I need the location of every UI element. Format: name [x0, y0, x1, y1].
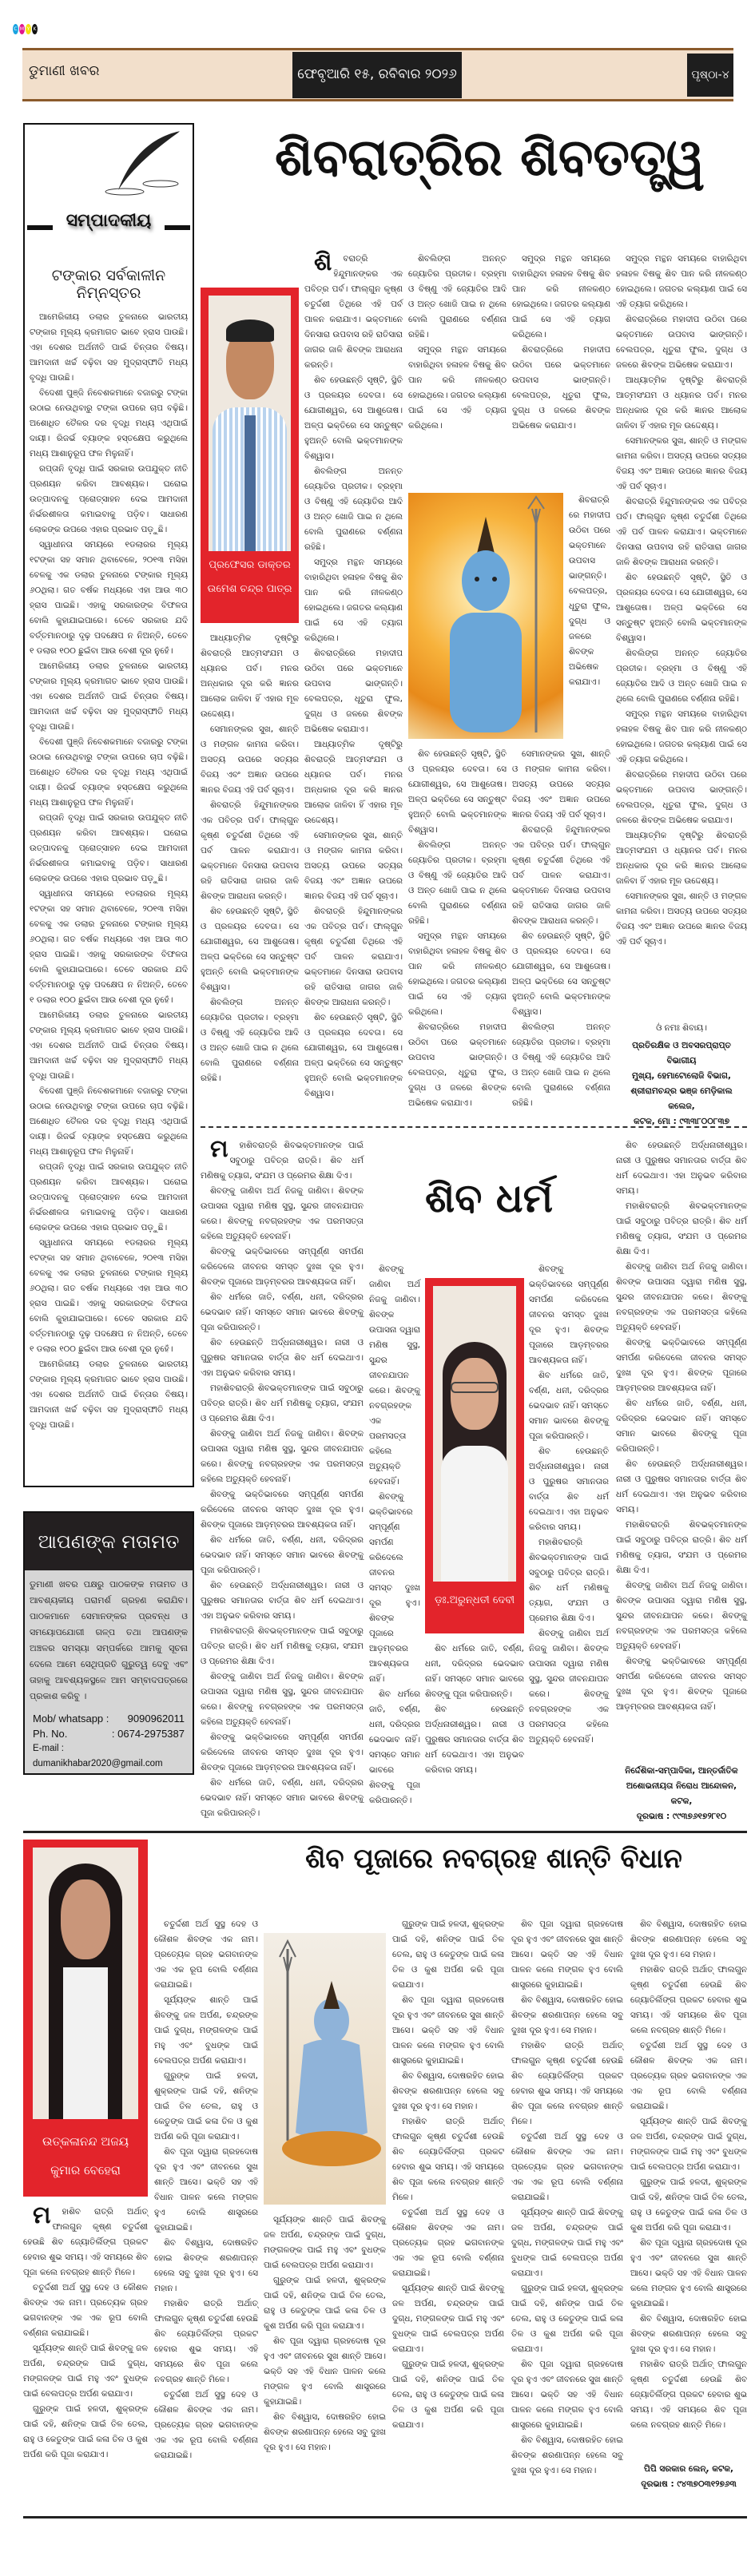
- paragraph: ସମୁଦ୍ର ମନ୍ଥନ ସମୟରେ ବାହାରିଥିବା ହଳାହଳ ବିଷକୁ ଶିବ ପାନ କରି ନୀଳକଣ୍ଠ ହୋଇଥିଲେ। ଜଗତର କଲ୍ୟାଣ ପାଇଁ ସେ ଏହି ତ୍ୟାଗ କରିଥିଲେ।: [304, 558, 403, 643]
- article1-signoff: [616, 1038, 747, 1129]
- paragraph: ଶିବଙ୍କୁ ଭକ୍ତିଭାବରେ ସମ୍ପୂର୍ଣ୍ଣ ସମର୍ପଣ କରିଦେଲେ ଜୀବନର ସମସ୍ତ ଦୁଃଖ ଦୂର ହୁଏ। ଶିବଙ୍କ ପୂଜାରେ ଆଡ଼ମ୍ବରର ଆବଶ୍ୟକତା ନାହିଁ।: [201, 1247, 364, 1287]
- paragraph: ଶିବରାତ୍ରି ହିନ୍ଦୁମାନଙ୍କର ଏକ ପବିତ୍ର ପର୍ବ। ଫାଲ୍ଗୁନ କୃଷ୍ଣ ଚତୁର୍ଦ୍ଦଶୀ ତିଥିରେ ଏହି ପର୍ବ ପାଳନ କରାଯାଏ। ଭକ୍ତମାନେ ଦିନସାରା ଉପବାସ ରହି ରାତିସାରା ଜାଗର ଜାଳି ଶିବଙ୍କ ଆରାଧନା କରନ୍ତି।: [304, 907, 403, 1007]
- paragraph: ଚତୁର୍ଦ୍ଦଶୀ ଅର୍ଥ ସୁସ୍ଥ ଦେହ ଓ କୌଶଳ ଶିବଙ୍କ ଏକ ନାମ। ପ୍ରତ୍ୟେକ ଗ୍ରହ ଭଗବାନଙ୍କ ଏକ ଏକ ରୂପ ବୋଲି ବର୍ଣ୍ଣନା କରାଯାଇଛି।: [23, 2283, 148, 2338]
- paragraph: ଆମେରିକୀୟ ଡଲାର ତୁଳନାରେ ଭାରତୀୟ ଟଙ୍କାର ମୂଲ୍ୟ କ୍ରମାଗତ ଭାବେ ହ୍ରାସ ପାଉଛି। ଏହା ଦେଶର ଅର୍ଥନୀତି ପାଇଁ ଚିନ୍ତାର ବିଷୟ। ଆମଦାନୀ ଖର୍ଚ୍ଚ ବଢ଼ିବା ସହ ମୁଦ୍ରାସ୍ଫୀତି ମଧ୍ୟ ବୃଦ୍ଧି ପାଉଛି।: [30, 1359, 188, 1430]
- article2-column-4: [529, 1262, 609, 1821]
- reader-opinion-text: ଡୁମାଣୀ ଖବର ପକ୍ଷରୁ ପାଠକଙ୍କ ମତାମତ ଓ ଆବଶ୍ୟକୀୟ ପରାମର୍ଶ ଗ୍ରହଣ କରାଯିବ। ପାଠକମାନେ ସେମାନଙ୍କର ପ୍ରବନ୍ଧ ଓ ସମୟୋପଯୋଗୀ ଗଳ୍ପ ତଥା ଆପଣଙ୍କ ଅଞ୍ଚଳର ସମସ୍ୟା ସମ୍ପର୍କରେ ଆମକୁ ସୂଚନା ଦେଲେ ଆମେ ସେଥିପ୍ରତି ଗୁରୁତ୍ୱ ଦେବୁ ଏବଂ ତାହାକୁ ଆବଶ୍ୟକସ୍ଥଳେ ଆମ ସମ୍ବାଦପତ୍ରରେ ପ୍ରକାଶ କରିବୁ ।: [30, 1579, 188, 1701]
- paragraph: ମହାଶିବରାତ୍ରି ଶିବଭକ୍ତମାନଙ୍କ ପାଇଁ ସବୁଠାରୁ ପବିତ୍ର ରାତ୍ରି। ଶିବ ଧର୍ମ ମଣିଷକୁ ତ୍ୟାଗ, ସଂଯମ ଓ ପ୍ରେମର ଶିକ୍ଷା ଦିଏ।: [201, 1135, 364, 1181]
- paragraph: ଶିବଙ୍କୁ ଭକ୍ତିଭାବରେ ସମ୍ପୂର୍ଣ୍ଣ ସମର୍ପଣ କରିଦେଲେ ଜୀବନର ସମସ୍ତ ଦୁଃଖ ଦୂର ହୁଏ। ଶିବଙ୍କ ପୂଜାରେ ଆଡ଼ମ୍ବରର ଆବଶ୍ୟକତା ନାହିଁ।: [369, 1492, 420, 1684]
- paragraph: ଶିବ ହେଉଛନ୍ତି ଅର୍ଦ୍ଧନାରୀଶ୍ୱର। ନାରୀ ଓ ପୁରୁଷର ସମାନତାର ବାର୍ତ୍ତା ଶିବ ଧର୍ମ ଦେଇଥାଏ। ଏହା ଅନୁଭବ କରିବାର ସମୟ।: [201, 1338, 364, 1378]
- paragraph: ସେମାନଙ୍କର ସୁଖ, ଶାନ୍ତି ଓ ମଙ୍ଗଳ କାମନା କରିବା। ଅସତ୍ୟ ଉପରେ ସତ୍ୟର ବିଜୟ ଏବଂ ଅଜ୍ଞାନ ଉପରେ ଜ୍ଞାନର ବିଜୟ ଏହି ପର୍ବ ସୂଚାଏ।: [616, 891, 747, 947]
- paragraph: ଶିବ ହେଉଛନ୍ତି ସୃଷ୍ଟି, ସ୍ଥିତି ଓ ପ୍ରଳୟର ଦେବତା। ସେ ଯୋଗୀଶ୍ୱର, ସେ ଆଶୁତୋଷ। ଅଳ୍ପ ଭକ୍ତିରେ ସେ ସନ୍ତୁଷ୍ଟ ହୁଅନ୍ତି ବୋଲି ଭକ୍ତମାନଙ୍କ ବିଶ୍ୱାସ।: [304, 375, 403, 461]
- paragraph: ଚତୁର୍ଦ୍ଦଶୀ ଅର୍ଥ ସୁସ୍ଥ ଦେହ ଓ କୌଶଳ ଶିବଙ୍କ ଏକ ନାମ। ପ୍ରତ୍ୟେକ ଗ୍ରହ ଭଗବାନଙ୍କ ଏକ ଏକ ରୂପ ବୋଲି ବର୍ଣ୍ଣନା କରାଯାଇଛି।: [511, 2132, 623, 2202]
- paragraph: ଶିବ ବିଶ୍ୱାସ, ଦୋଷରହିତ ହୋଇ ଶିବଙ୍କ ଶରଣାପନ୍ନ ହେଲେ ସବୁ ଦୁଃଖ ଦୂର ହୁଏ। ସେ ମହାନ।: [264, 2412, 386, 2452]
- paragraph: ଶିବରାତ୍ରି ହିନ୍ଦୁମାନଙ୍କର ଏକ ପବିତ୍ର ପର୍ବ। ଫାଲ୍ଗୁନ କୃଷ୍ଣ ଚତୁର୍ଦ୍ଦଶୀ ତିଥିରେ ଏହି ପର୍ବ ପାଳନ କରାଯାଏ। ଭକ୍ତମାନେ ଦିନସାରା ଉପବାସ ରହି ରାତିସାରା ଜାଗର ଜାଳି ଶିବଙ୍କ ଆରାଧନା କରନ୍ତି।: [616, 497, 747, 567]
- paragraph: ଶିବଙ୍କୁ ଜାଣିବା ଅର୍ଥ ନିଜକୁ ଜାଣିବା। ଶିବଙ୍କ ଉପାସନା ଦ୍ୱାରା ମଣିଷ ସୁସ୍ଥ, ସୁନ୍ଦର ଜୀବନଯାପନ କରେ। ଶିବଙ୍କୁ ନବଗ୍ରହଙ୍କ ଏକ ପରମସତ୍ତା କହିଲେ ଅତ୍ୟୁକ୍ତି ହେବନାହିଁ।: [616, 1262, 747, 1332]
- paragraph: ଗୁରୁଙ୍କ ପାଇଁ ହଳଦୀ, ଶୁକ୍ରଙ୍କ ପାଇଁ ଦହି, ଶନିଙ୍କ ପାଇଁ ତିଳ ତେଲ, ରାହୁ ଓ କେତୁଙ୍କ ପାଇଁ କଳା ତିଳ ଓ କୁଶ ଅର୍ପଣ କରି ପୂଜା କରାଯାଏ।: [630, 2177, 747, 2233]
- paragraph: ଶିବଲିଙ୍ଗ ଅନନ୍ତ ଜ୍ୟୋତିର ପ୍ରତୀକ। ବ୍ରହ୍ମା ଓ ବିଷ୍ଣୁ ଏହି ଜ୍ୟୋତିର ଆଦି ଓ ଅନ୍ତ ଖୋଜି ପାଇ ନ ଥିଲେ ବୋଲି ପୁରାଣରେ ବର୍ଣ୍ଣନା ରହିଛି।: [616, 649, 747, 704]
- section-divider-dashed: [201, 1126, 747, 1128]
- article2-column-1: [201, 1135, 364, 1821]
- article1-title: ଶିବରାତ୍ରିର ଶିବତତ୍ତ୍ୱ: [275, 129, 705, 188]
- meditating-shiva-icon: [264, 1933, 386, 2205]
- paragraph: ଶିବ ହେଉଛନ୍ତି ସୃଷ୍ଟି, ସ୍ଥିତି ଓ ପ୍ରଳୟର ଦେବତା। ସେ ଯୋଗୀଶ୍ୱର, ସେ ଆଶୁତୋଷ। ଅଳ୍ପ ଭକ୍ତିରେ ସେ ସନ୍ତୁଷ୍ଟ ହୁଅନ୍ତି ବୋଲି ଭକ୍ତମାନଙ୍କ ବିଶ୍ୱାସ।: [304, 1013, 403, 1098]
- mob-number[interactable]: 9090962011: [127, 1713, 185, 1725]
- paragraph: ସେମାନଙ୍କର ସୁଖ, ଶାନ୍ତି ଓ ମଙ୍ଗଳ କାମନା କରିବା। ଅସତ୍ୟ ଉପରେ ସତ୍ୟର ବିଜୟ ଏବଂ ଅଜ୍ଞାନ ଉପରେ ଜ୍ଞାନର ବିଜୟ ଏହି ପର୍ବ ସୂଚାଏ।: [616, 436, 747, 491]
- page-number: ପୃଷ୍ଠା-୪: [687, 54, 733, 97]
- signoff-line: ମୁଖ୍ୟ, ହେମାଟୋଲୋଜି ବିଭାଗ,: [632, 1071, 731, 1081]
- paragraph: ମହାଶିବରାତ୍ରି ଶିବଭକ୍ତମାନଙ୍କ ପାଇଁ ସବୁଠାରୁ ପବିତ୍ର ରାତ୍ରି। ଶିବ ଧର୍ମ ମଣିଷକୁ ତ୍ୟାଗ, ସଂଯମ ଓ ପ୍ରେମର ଶିକ୍ଷା ଦିଏ।: [616, 1520, 747, 1575]
- paragraph: ମହାଶିବ ରାତ୍ରି ଅର୍ଥାତ୍ ଫାଲଗୁନ କୃଷ୍ଣ ଚତୁର୍ଦ୍ଦଶୀ ହେଉଛି ଶିବ ଜ୍ୟୋତିର୍ଲିଙ୍ଗ ପ୍ରକଟ ହେବାର ଶୁଭ ସମୟ। ଏହି ସମୟରେ ଶିବ ପୂଜା କଲେ ନବଗ୍ରହ ଶାନ୍ତି ମିଳେ।: [23, 2201, 148, 2277]
- article3-column-5: [511, 1917, 623, 2508]
- paragraph: ସମୁଦ୍ର ମନ୍ଥନ ସମୟରେ ବାହାରିଥିବା ହଳାହଳ ବିଷକୁ ଶିବ ପାନ କରି ନୀଳକଣ୍ଠ ହୋଇଥିଲେ। ଜଗତର କଲ୍ୟାଣ ପାଇଁ ସେ ଏହି ତ୍ୟାଗ କରିଥିଲେ।: [616, 709, 747, 764]
- article2-column-2: [369, 1262, 420, 1821]
- paragraph: ଶିବ ହେଉଛନ୍ତି ସୃଷ୍ଟି, ସ୍ଥିତି ଓ ପ୍ରଳୟର ଦେବତା। ସେ ଯୋଗୀଶ୍ୱର, ସେ ଆଶୁତୋଷ। ଅଳ୍ପ ଭକ୍ତିରେ ସେ ସନ୍ତୁଷ୍ଟ ହୁଅନ୍ତି ବୋଲି ଭକ୍ତମାନଙ୍କ ବିଶ୍ୱାସ।: [512, 931, 610, 1017]
- paragraph: ସେମାନଙ୍କର ସୁଖ, ଶାନ୍ତି ଓ ମଙ୍ଗଳ କାମନା କରିବା। ଅସତ୍ୟ ଉପରେ ସତ୍ୟର ବିଜୟ ଏବଂ ଅଜ୍ଞାନ ଉପରେ ଜ୍ଞାନର ବିଜୟ ଏହି ପର୍ବ ସୂଚାଏ।: [201, 724, 299, 795]
- paragraph: ଶିବରାତ୍ରିରେ ମହାଦୀପ ଉଠିବା ପରେ ଭକ୍ତମାନେ ଉପବାସ ଭାଙ୍ଗନ୍ତି। ବେଲପତ୍ର, ଧୂତୁରା ଫୁଲ, ଦୁଗ୍ଧ ଓ ଜଳରେ ଶିବଙ୍କ ଅଭିଷେକ କରାଯାଏ।: [569, 495, 610, 687]
- paragraph: ସୂର୍ଯ୍ୟଙ୍କ ଶାନ୍ତି ପାଇଁ ଶିବଙ୍କୁ ଜଳ ଅର୍ପଣ, ଚନ୍ଦ୍ରଙ୍କ ପାଇଁ ଦୁଗ୍ଧ, ମଙ୍ଗଳଙ୍କ ପାଇଁ ମହୁ ଏବଂ ବୁଧଙ୍କ ପାଇଁ ବେଲପତ୍ର ଅର୍ପଣ କରାଯାଏ।: [511, 2208, 623, 2278]
- paragraph: ଶିବ ହେଉଛନ୍ତି ଅର୍ଦ୍ଧନାରୀଶ୍ୱର। ନାରୀ ଓ ପୁରୁଷର ସମାନତାର ବାର୍ତ୍ତା ଶିବ ଧର୍ମ ଦେଇଥାଏ। ଏହା ଅନୁଭବ କରିବାର ସମୟ।: [616, 1141, 747, 1196]
- paragraph: ମହାଶିବ ରାତ୍ରି ଅର୍ଥାତ୍ ଫାଲଗୁନ କୃଷ୍ଣ ଚତୁର୍ଦ୍ଦଶୀ ହେଉଛି ଶିବ ଜ୍ୟୋତିର୍ଲିଙ୍ଗ ପ୍ରକଟ ହେବାର ଶୁଭ ସମୟ। ଏହି ସମୟରେ ଶିବ ପୂଜା କଲେ ନବଗ୍ରହ ଶାନ୍ତି ମିଳେ।: [392, 2117, 504, 2202]
- article3-author-photo: [23, 1840, 148, 2197]
- paragraph: ଶିବ ପୂଜା ଦ୍ୱାରା ଗ୍ରହଦୋଷ ଦୂର ହୁଏ ଏବଂ ଜୀବନରେ ସୁଖ ଶାନ୍ତି ଆସେ। ଭକ୍ତି ସହ ଏହି ବିଧାନ ପାଳନ କଲେ ମଙ୍ଗଳ ହୁଏ ବୋଲି ଶାସ୍ତ୍ରରେ କୁହାଯାଇଛି।: [392, 1995, 504, 2066]
- paragraph: ସ୍ୱାଧୀନତା ସମୟରେ ୧ଡଲାରର ମୂଲ୍ୟ ୧ଟଙ୍କା ସହ ସମାନ ଥିବାବେଳେ, ୨୦୧୩ ମସିହା ବେଳକୁ ଏକ ଡଲାର ତୁଳନାରେ ଟଙ୍କାର ମୂଲ୍ୟ ୬୦ଥିଲା। ଗତ ବର୍ଷକ ମଧ୍ୟରେ ଏହା ଆଉ ୩୦ ହ୍ରାସ ପାଇଛି। ଏହାକୁ ସରକାରଙ୍କ ବିଫଳତା ବୋଲି କୁହାଯାଇପାରେ। ତେବେ ସରକାର ଯଦି ବର୍ତ୍ତମାନଠାରୁ ଦୃଢ଼ ପଦକ୍ଷେପ ନ ନିଅନ୍ତି, ତେବେ ୧ ଡଲାର ୧୦୦ ଛୁଇଁବା ଆଉ ବେଶୀ ଦୂର ନୁହେଁ।: [30, 889, 188, 1005]
- paragraph: ଶିବଙ୍କୁ ଭକ୍ତିଭାବରେ ସମ୍ପୂର୍ଣ୍ଣ ସମର୍ପଣ କରିଦେଲେ ଜୀବନର ସମସ୍ତ ଦୁଃଖ ଦୂର ହୁଏ। ଶିବଙ୍କ ପୂଜାରେ ଆଡ଼ମ୍ବରର ଆବଶ୍ୟକତା ନାହିଁ।: [616, 1657, 747, 1712]
- signoff-line: ନିର୍ଦ୍ଦେଶିକା-ସମ୍ପାଦିକା, ଆନ୍ତର୍ଜାତିକ: [625, 1766, 738, 1776]
- article3-byline-2: କୁମାର ବେହେରା: [50, 2163, 121, 2177]
- paragraph: ଆମେରିକୀୟ ଡଲାର ତୁଳନାରେ ଭାରତୀୟ ଟଙ୍କାର ମୂଲ୍ୟ କ୍ରମାଗତ ଭାବେ ହ୍ରାସ ପାଉଛି। ଏହା ଦେଶର ଅର୍ଥନୀତି ପାଇଁ ଚିନ୍ତାର ବିଷୟ। ଆମଦାନୀ ଖର୍ଚ୍ଚ ବଢ଼ିବା ସହ ମୁଦ୍ରାସ୍ଫୀତି ମଧ୍ୟ ବୃଦ୍ଧି ପାଉଛି।: [30, 312, 188, 383]
- paragraph: ଶିବ ବିଶ୍ୱାସ, ଦୋଷରହିତ ହୋଇ ଶିବଙ୍କ ଶରଣାପନ୍ନ ହେଲେ ସବୁ ଦୁଃଖ ଦୂର ହୁଏ। ସେ ମହାନ।: [511, 1995, 623, 2035]
- paragraph: ସ୍ୱାଧୀନତା ସମୟରେ ୧ଡଲାରର ମୂଲ୍ୟ ୧ଟଙ୍କା ସହ ସମାନ ଥିବାବେଳେ, ୨୦୧୩ ମସିହା ବେଳକୁ ଏକ ଡଲାର ତୁଳନାରେ ଟଙ୍କାର ମୂଲ୍ୟ ୬୦ଥିଲା। ଗତ ବର୍ଷକ ମଧ୍ୟରେ ଏହା ଆଉ ୩୦ ହ୍ରାସ ପାଇଛି। ଏହାକୁ ସରକାରଙ୍କ ବିଫଳତା ବୋଲି କୁହାଯାଇପାରେ। ତେବେ ସରକାର ଯଦି ବର୍ତ୍ତମାନଠାରୁ ଦୃଢ଼ ପଦକ୍ଷେପ ନ ନିଅନ୍ତି, ତେବେ ୧ ଡଲାର ୧୦୦ ଛୁଇଁବା ଆଉ ବେଶୀ ଦୂର ନୁହେଁ।: [30, 1238, 188, 1354]
- article2-title: ଶିବ ଧର୍ମ: [425, 1175, 553, 1221]
- paragraph: ସମୁଦ୍ର ମନ୍ଥନ ସମୟରେ ବାହାରିଥିବା ହଳାହଳ ବିଷକୁ ଶିବ ପାନ କରି ନୀଳକଣ୍ଠ ହୋଇଥିଲେ। ଜଗତର କଲ୍ୟାଣ ପାଇଁ ସେ ଏହି ତ୍ୟାଗ କରିଥିଲେ।: [616, 254, 747, 309]
- paragraph: ଶିବଙ୍କୁ ଭକ୍ତିଭାବରେ ସମ୍ପୂର୍ଣ୍ଣ ସମର୍ପଣ କରିଦେଲେ ଜୀବନର ସମସ୍ତ ଦୁଃଖ ଦୂର ହୁଏ। ଶିବଙ୍କ ପୂଜାରେ ଆଡ଼ମ୍ବରର ଆବଶ୍ୟକତା ନାହିଁ।: [616, 1338, 747, 1393]
- paragraph: ସୂର୍ଯ୍ୟଙ୍କ ଶାନ୍ତି ପାଇଁ ଶିବଙ୍କୁ ଜଳ ଅର୍ପଣ, ଚନ୍ଦ୍ରଙ୍କ ପାଇଁ ଦୁଗ୍ଧ, ମଙ୍ଗଳଙ୍କ ପାଇଁ ମହୁ ଏବଂ ବୁଧଙ୍କ ପାଇଁ ବେଲପତ୍ର ଅର୍ପଣ କରାଯାଏ।: [154, 1995, 258, 2066]
- signoff-line: ପିପି ସରକାର ଲେନ୍, କଟକ,: [644, 2464, 733, 2474]
- shiva-figure-icon: [408, 493, 563, 739]
- email-label: E-mail :: [33, 1744, 64, 1753]
- paragraph: ଶିବ ହେଉଛନ୍ତି ଅର୍ଦ୍ଧନାରୀଶ୍ୱର। ନାରୀ ଓ ପୁରୁଷର ସମାନତାର ବାର୍ତ୍ତା ଶିବ ଧର୍ମ ଦେଇଥାଏ। ଏହା ଅନୁଭବ କରିବାର ସମୟ।: [529, 1447, 609, 1532]
- paragraph: ଶିବରାତ୍ରିରେ ମହାଦୀପ ଉଠିବା ପରେ ଭକ୍ତମାନେ ଉପବାସ ଭାଙ୍ଗନ୍ତି। ବେଲପତ୍ର, ଧୂତୁରା ଫୁଲ, ଦୁଗ୍ଧ ଓ ଜଳରେ ଶିବଙ୍କ ଅଭିଷେକ କରାଯାଏ।: [408, 1022, 507, 1108]
- paragraph: ଶିବ ହେଉଛନ୍ତି ସୃଷ୍ଟି, ସ୍ଥିତି ଓ ପ୍ରଳୟର ଦେବତା। ସେ ଯୋଗୀଶ୍ୱର, ସେ ଆଶୁତୋଷ। ଅଳ୍ପ ଭକ୍ତିରେ ସେ ସନ୍ତୁଷ୍ଟ ହୁଅନ୍ତି ବୋଲି ଭକ୍ତମାନଙ୍କ ବିଶ୍ୱାସ।: [408, 749, 507, 835]
- article3-column-3: [264, 2213, 386, 2508]
- paragraph: ଶିବଙ୍କୁ ଭକ୍ତିଭାବରେ ସମ୍ପୂର୍ଣ୍ଣ ସମର୍ପଣ କରିଦେଲେ ଜୀବନର ସମସ୍ତ ଦୁଃଖ ଦୂର ହୁଏ। ଶିବଙ୍କ ପୂଜାରେ ଆଡ଼ମ୍ବରର ଆବଶ୍ୟକତା ନାହିଁ।: [201, 1733, 364, 1772]
- paragraph: ଶିବ ହେଉଛନ୍ତି ଅର୍ଦ୍ଧନାରୀଶ୍ୱର। ନାରୀ ଓ ପୁରୁଷର ସମାନତାର ବାର୍ତ୍ତା ଶିବ ଧର୍ମ ଦେଇଥାଏ। ଏହା ଅନୁଭବ କରିବାର ସମୟ।: [425, 1705, 524, 1775]
- paragraph: ରପ୍ତାନି ବୃଦ୍ଧି ପାଇଁ ସରକାର ଉପଯୁକ୍ତ ନୀତି ପ୍ରଣୟନ କରିବା ଆବଶ୍ୟକ। ଘରୋଇ ଉତ୍ପାଦନକୁ ପ୍ରୋତ୍ସାହନ ଦେଇ ଆମଦାନୀ ନିର୍ଭରଶୀଳତା କମାଇବାକୁ ପଡ଼ିବ। ସାଧାରଣ ଲୋକଙ୍କ ଉପରେ ଏହାର ପ୍ରଭାବ ପଡ଼ୁଛି।: [30, 813, 188, 883]
- editorial-body: [30, 310, 188, 1481]
- editorial-headline: ଟଙ୍କାର ସର୍ବକାଳୀନ ନିମ୍ନସ୍ତର: [51, 267, 166, 302]
- paragraph: ଆମେରିକୀୟ ଡଲାର ତୁଳନାରେ ଭାରତୀୟ ଟଙ୍କାର ମୂଲ୍ୟ କ୍ରମାଗତ ଭାବେ ହ୍ରାସ ପାଉଛି। ଏହା ଦେଶର ଅର୍ଥନୀତି ପାଇଁ ଚିନ୍ତାର ବିଷୟ। ଆମଦାନୀ ଖର୍ଚ୍ଚ ବଢ଼ିବା ସହ ମୁଦ୍ରାସ୍ଫୀତି ମଧ୍ୟ ବୃଦ୍ଧି ପାଉଛି।: [30, 1010, 188, 1081]
- paragraph: ଶିବ ପୂଜା ଦ୍ୱାରା ଗ୍ରହଦୋଷ ଦୂର ହୁଏ ଏବଂ ଜୀବନରେ ସୁଖ ଶାନ୍ତି ଆସେ। ଭକ୍ତି ସହ ଏହି ବିଧାନ ପାଳନ କଲେ ମଙ୍ଗଳ ହୁଏ ବୋଲି ଶାସ୍ତ୍ରରେ କୁହାଯାଇଛି।: [511, 2360, 623, 2430]
- author-portrait: [433, 1286, 516, 1582]
- paragraph: ଶିବ ଧର୍ମରେ ଜାତି, ବର୍ଣ୍ଣ, ଧନୀ, ଦରିଦ୍ରର ଭେଦଭାବ ନାହିଁ। ସମସ୍ତେ ସମାନ ଭାବରେ ଶିବଙ୍କୁ ପୂଜା କରିପାରନ୍ତି।: [616, 1399, 747, 1454]
- paragraph: ରପ୍ତାନି ବୃଦ୍ଧି ପାଇଁ ସରକାର ଉପଯୁକ୍ତ ନୀତି ପ୍ରଣୟନ କରିବା ଆବଶ୍ୟକ। ଘରୋଇ ଉତ୍ପାଦନକୁ ପ୍ରୋତ୍ସାହନ ଦେଇ ଆମଦାନୀ ନିର୍ଭରଶୀଳତା କମାଇବାକୁ ପଡ଼ିବ। ସାଧାରଣ ଲୋକଙ୍କ ଉପରେ ଏହାର ପ୍ରଭାବ ପଡ଼ୁଛି।: [30, 464, 188, 534]
- article3-column-1: [23, 2201, 148, 2508]
- paragraph: ଶିବ ପୂଜା ଦ୍ୱାରା ଗ୍ରହଦୋଷ ଦୂର ହୁଏ ଏବଂ ଜୀବନରେ ସୁଖ ଶାନ୍ତି ଆସେ। ଭକ୍ତି ସହ ଏହି ବିଧାନ ପାଳନ କଲେ ମଙ୍ଗଳ ହୁଏ ବୋଲି ଶାସ୍ତ୍ରରେ କୁହାଯାଇଛି।: [511, 1919, 623, 1990]
- paragraph: ସମୁଦ୍ର ମନ୍ଥନ ସମୟରେ ବାହାରିଥିବା ହଳାହଳ ବିଷକୁ ଶିବ ପାନ କରି ନୀଳକଣ୍ଠ ହୋଇଥିଲେ। ଜଗତର କଲ୍ୟାଣ ପାଇଁ ସେ ଏହି ତ୍ୟାଗ କରିଥିଲେ।: [512, 254, 610, 339]
- article2-column-5: [616, 1138, 747, 1761]
- signoff-line: ଦୂରଭାଷ : ୯୪୩୭୦୩୧୨୭୬୩: [641, 2479, 737, 2489]
- article1-column-2: [304, 248, 403, 1114]
- paragraph: ଶିବ ଧର୍ମରେ ଜାତି, ବର୍ଣ୍ଣ, ଧନୀ, ଦରିଦ୍ରର ଭେଦଭାବ ନାହିଁ। ସମସ୍ତେ ସମାନ ଭାବରେ ଶିବଙ୍କୁ ପୂଜା କରିପାରନ୍ତି।: [201, 1535, 364, 1575]
- paragraph: ଶିବ ହେଉଛନ୍ତି ଅର୍ଦ୍ଧନାରୀଶ୍ୱର। ନାରୀ ଓ ପୁରୁଷର ସମାନତାର ବାର୍ତ୍ତା ଶିବ ଧର୍ମ ଦେଇଥାଏ। ଏହା ଅନୁଭବ କରିବାର ସମୟ।: [616, 1459, 747, 1514]
- article3-column-6: [630, 1917, 747, 2454]
- editorial-section-title: ସମ୍ପାଦକୀୟ: [66, 211, 152, 231]
- paragraph: ଆଧ୍ୟାତ୍ମିକ ଦୃଷ୍ଟିରୁ ଶିବରାତ୍ରି ଆତ୍ମସଂଯମ ଓ ଧ୍ୟାନର ପର୍ବ। ମନର ଅନ୍ଧକାର ଦୂର କରି ଜ୍ଞାନର ଆଲୋକ ଜାଳିବା ହିଁ ଏହାର ମୂଳ ଉଦ୍ଦେଶ୍ୟ।: [616, 375, 747, 431]
- article1-column-1: [201, 631, 299, 1114]
- paragraph: ଶିବ ବିଶ୍ୱାସ, ଦୋଷରହିତ ହୋଇ ଶିବଙ୍କ ଶରଣାପନ୍ନ ହେଲେ ସବୁ ଦୁଃଖ ଦୂର ହୁଏ। ସେ ମହାନ।: [511, 2435, 623, 2475]
- page-header-bar: [22, 48, 733, 101]
- paragraph: ଗୁରୁଙ୍କ ପାଇଁ ହଳଦୀ, ଶୁକ୍ରଙ୍କ ପାଇଁ ଦହି, ଶନିଙ୍କ ପାଇଁ ତିଳ ତେଲ, ରାହୁ ଓ କେତୁଙ୍କ ପାଇଁ କଳା ତିଳ ଓ କୁଶ ଅର୍ପଣ କରି ପୂଜା କରାଯାଏ।: [392, 1919, 505, 1990]
- paragraph: ଗୁରୁଙ୍କ ପାଇଁ ହଳଦୀ, ଶୁକ୍ରଙ୍କ ପାଇଁ ଦହି, ଶନିଙ୍କ ପାଇଁ ତିଳ ତେଲ, ରାହୁ ଓ କେତୁଙ୍କ ପାଇଁ କଳା ତିଳ ଓ କୁଶ ଅର୍ପଣ କରି ପୂଜା କରାଯାଏ।: [392, 2360, 505, 2430]
- quill-pen-icon: [101, 128, 189, 200]
- signoff-line: ଶ୍ରୀରାମଚନ୍ଦ୍ର ଭଞ୍ଜ ମେଡ଼ିକାଲ କଲେଜ,: [630, 1086, 733, 1111]
- editorial-box: [23, 123, 194, 1487]
- paragraph: ଶିବ ବିଶ୍ୱାସ, ଦୋଷରହିତ ହୋଇ ଶିବଙ୍କ ଶରଣାପନ୍ନ ହେଲେ ସବୁ ଦୁଃଖ ଦୂର ହୁଏ। ସେ ମହାନ।: [154, 2238, 258, 2293]
- article1-column-4-bottom: [512, 747, 610, 1114]
- paragraph: ଶିବ ବିଶ୍ୱାସ, ଦୋଷରହିତ ହୋଇ ଶିବଙ୍କ ଶରଣାପନ୍ନ ହେଲେ ସବୁ ଦୁଃଖ ଦୂର ହୁଏ। ସେ ମହାନ।: [630, 2314, 747, 2354]
- paragraph: ମହାଶିବରାତ୍ରି ଶିବଭକ୍ତମାନଙ୍କ ପାଇଁ ସବୁଠାରୁ ପବିତ୍ର ରାତ୍ରି। ଶିବ ଧର୍ମ ମଣିଷକୁ ତ୍ୟାଗ, ସଂଯମ ଓ ପ୍ରେମର ଶିକ୍ଷା ଦିଏ।: [201, 1626, 364, 1666]
- paragraph: ଶିବରାତ୍ରି ହିନ୍ଦୁମାନଙ୍କର ଏକ ପବିତ୍ର ପର୍ବ। ଫାଲ୍ଗୁନ କୃଷ୍ଣ ଚତୁର୍ଦ୍ଦଶୀ ତିଥିରେ ଏହି ପର୍ବ ପାଳନ କରାଯାଏ। ଭକ୍ତମାନେ ଦିନସାରା ଉପବାସ ରହି ରାତିସାରା ଜାଗର ଜାଳି ଶିବଙ୍କ ଆରାଧନା କରନ୍ତି।: [304, 248, 403, 370]
- paragraph: ମହାଶିବରାତ୍ରି ଶିବଭକ୍ତମାନଙ୍କ ପାଇଁ ସବୁଠାରୁ ପବିତ୍ର ରାତ୍ରି। ଶିବ ଧର୍ମ ମଣିଷକୁ ତ୍ୟାଗ, ସଂଯମ ଓ ପ୍ରେମର ଶିକ୍ଷା ଦିଏ।: [616, 1201, 747, 1256]
- title-dash-right: [165, 225, 190, 230]
- paragraph: ଆଧ୍ୟାତ୍ମିକ ଦୃଷ୍ଟିରୁ ଶିବରାତ୍ରି ଆତ୍ମସଂଯମ ଓ ଧ୍ୟାନର ପର୍ବ। ମନର ଅନ୍ଧକାର ଦୂର କରି ଜ୍ଞାନର ଆଲୋକ ଜାଳିବା ହିଁ ଏହାର ମୂଳ ଉଦ୍ଦେଶ୍ୟ।: [201, 633, 299, 719]
- cmyk-dot-m: M: [19, 24, 25, 34]
- paragraph: ଚତୁର୍ଦ୍ଦଶୀ ଅର୍ଥ ସୁସ୍ଥ ଦେହ ଓ କୌଶଳ ଶିବଙ୍କ ଏକ ନାମ। ପ୍ରତ୍ୟେକ ଗ୍ରହ ଭଗବାନଙ୍କ ଏକ ଏକ ରୂପ ବୋଲି ବର୍ଣ୍ଣନା କରାଯାଇଛି।: [154, 1919, 258, 1990]
- paragraph: ଶିବଙ୍କୁ ଜାଣିବା ଅର୍ଥ ନିଜକୁ ଜାଣିବା। ଶିବଙ୍କ ଉପାସନା ଦ୍ୱାରା ମଣିଷ ସୁସ୍ଥ, ସୁନ୍ଦର ଜୀବନଯାପନ କରେ। ଶିବଙ୍କୁ ନବଗ୍ରହଙ୍କ ଏକ ପରମସତ୍ତା କହିଲେ ଅତ୍ୟୁକ୍ତି ହେବନାହିଁ।: [616, 1581, 747, 1651]
- phone-number[interactable]: : 0674-2975387: [111, 1728, 185, 1740]
- paragraph: ଶିବ ବିଶ୍ୱାସ, ଦୋଷରହିତ ହୋଇ ଶିବଙ୍କ ଶରଣାପନ୍ନ ହେଲେ ସବୁ ଦୁଃଖ ଦୂର ହୁଏ। ସେ ମହାନ।: [630, 1919, 747, 1959]
- paragraph: ବିଦେଶୀ ପୁଞ୍ଜି ନିବେଶକମାନେ ବଜାରରୁ ଟଙ୍କା ଉଠାଇ ନେଉଥିବାରୁ ଟଙ୍କା ଉପରେ ଚାପ ବଢ଼ିଛି। ଅଶୋଧିତ ତୈଳର ଦର ବୃଦ୍ଧି ମଧ୍ୟ ଏଥିପାଇଁ ଦାୟୀ। ରିଜର୍ଭ ବ୍ୟାଙ୍କ ହସ୍ତକ୍ଷେପ କରୁଥିଲେ ମଧ୍ୟ ଆଶାନୁରୂପ ଫଳ ମିଳୁନାହିଁ।: [30, 737, 188, 808]
- reader-opinion-title: ଆପଣଙ୍କ ମତାମତ: [25, 1513, 193, 1570]
- paragraph: ଶିବ ପୂଜା ଦ୍ୱାରା ଗ୍ରହଦୋଷ ଦୂର ହୁଏ ଏବଂ ଜୀବନରେ ସୁଖ ଶାନ୍ତି ଆସେ। ଭକ୍ତି ସହ ଏହି ବିଧାନ ପାଳନ କଲେ ମଙ୍ଗଳ ହୁଏ ବୋଲି ଶାସ୍ତ୍ରରେ କୁହାଯାଇଛି।: [264, 2336, 386, 2407]
- cmyk-dot-y: Y: [26, 24, 31, 34]
- paragraph: ମହାଶିବ ରାତ୍ରି ଅର୍ଥାତ୍ ଫାଲଗୁନ କୃଷ୍ଣ ଚତୁର୍ଦ୍ଦଶୀ ହେଉଛି ଶିବ ଜ୍ୟୋତିର୍ଲିଙ୍ଗ ପ୍ରକଟ ହେବାର ଶୁଭ ସମୟ। ଏହି ସମୟରେ ଶିବ ପୂଜା କଲେ ନବଗ୍ରହ ଶାନ୍ତି ମିଳେ।: [154, 2299, 258, 2384]
- paragraph: ମହାଶିବରାତ୍ରି ଶିବଭକ୍ତମାନଙ୍କ ପାଇଁ ସବୁଠାରୁ ପବିତ୍ର ରାତ୍ରି। ଶିବ ଧର୍ମ ମଣିଷକୁ ତ୍ୟାଗ, ସଂଯମ ଓ ପ୍ରେମର ଶିକ୍ଷା ଦିଏ।: [529, 1538, 609, 1623]
- paragraph: ଶିବଙ୍କୁ ଜାଣିବା ଅର୍ଥ ନିଜକୁ ଜାଣିବା। ଶିବଙ୍କ ଉପାସନା ଦ୍ୱାରା ମଣିଷ ସୁସ୍ଥ, ସୁନ୍ଦର ଜୀବନଯାପନ କରେ। ଶିବଙ୍କୁ ନବଗ୍ରହଙ୍କ ଏକ ପରମସତ୍ତା କହିଲେ ଅତ୍ୟୁକ୍ତି ହେବନାହିଁ।: [201, 1672, 364, 1727]
- article2-author-photo: [425, 1278, 524, 1633]
- article1-byline-1: ପ୍ରଫେସର ଡାକ୍ତର: [209, 559, 291, 571]
- article1-column-4-top: [512, 252, 610, 487]
- article3-title: ଶିବ ପୂଜାରେ ନବଗ୍ରହ ଶାନ୍ତି ବିଧାନ: [305, 1843, 682, 1875]
- paragraph: ଆଧ୍ୟାତ୍ମିକ ଦୃଷ୍ଟିରୁ ଶିବରାତ୍ରି ଆତ୍ମସଂଯମ ଓ ଧ୍ୟାନର ପର୍ବ। ମନର ଅନ୍ଧକାର ଦୂର କରି ଜ୍ଞାନର ଆଲୋକ ଜାଳିବା ହିଁ ଏହାର ମୂଳ ଉଦ୍ଦେଶ୍ୟ।: [304, 740, 403, 825]
- article1-column-3-top: [408, 252, 507, 487]
- paragraph: ଶିବଲିଙ୍ଗ ଅନନ୍ତ ଜ୍ୟୋତିର ପ୍ରତୀକ। ବ୍ରହ୍ମା ଓ ବିଷ୍ଣୁ ଏହି ଜ୍ୟୋତିର ଆଦି ଓ ଅନ୍ତ ଖୋଜି ପାଇ ନ ଥିଲେ ବୋଲି ପୁରାଣରେ ବର୍ଣ୍ଣନା ରହିଛି।: [512, 1022, 610, 1108]
- paragraph: ଶିବଙ୍କୁ ଭକ୍ତିଭାବରେ ସମ୍ପୂର୍ଣ୍ଣ ସମର୍ପଣ କରିଦେଲେ ଜୀବନର ସମସ୍ତ ଦୁଃଖ ଦୂର ହୁଏ। ଶିବଙ୍କ ପୂଜାରେ ଆଡ଼ମ୍ବରର ଆବଶ୍ୟକତା ନାହିଁ।: [529, 1264, 609, 1365]
- paragraph: ଶିବ ହେଉଛନ୍ତି ସୃଷ୍ଟି, ସ୍ଥିତି ଓ ପ୍ରଳୟର ଦେବତା। ସେ ଯୋଗୀଶ୍ୱର, ସେ ଆଶୁତୋଷ। ଅଳ୍ପ ଭକ୍ତିରେ ସେ ସନ୍ତୁଷ୍ଟ ହୁଅନ୍ତି ବୋଲି ଭକ୍ତମାନଙ୍କ ବିଶ୍ୱାସ।: [201, 907, 299, 992]
- section-divider: [23, 1831, 747, 1833]
- paragraph: ମହାଶିବ ରାତ୍ରି ଅର୍ଥାତ୍ ଫାଲଗୁନ କୃଷ୍ଣ ଚତୁର୍ଦ୍ଦଶୀ ହେଉଛି ଶିବ ଜ୍ୟୋତିର୍ଲିଙ୍ଗ ପ୍ରକଟ ହେବାର ଶୁଭ ସମୟ। ଏହି ସମୟରେ ଶିବ ପୂଜା କଲେ ନବଗ୍ରହ ଶାନ୍ତି ମିଳେ।: [511, 2041, 623, 2126]
- article3-column-2: [154, 1917, 258, 2508]
- paragraph: ସମୁଦ୍ର ମନ୍ଥନ ସମୟରେ ବାହାରିଥିବା ହଳାହଳ ବିଷକୁ ଶିବ ପାନ କରି ନୀଳକଣ୍ଠ ହୋଇଥିଲେ। ଜଗତର କଲ୍ୟାଣ ପାଇଁ ସେ ଏହି ତ୍ୟାଗ କରିଥିଲେ।: [408, 931, 507, 1017]
- article1-column-3-bottom: [408, 747, 507, 1114]
- paragraph: ଶିବଲିଙ୍ଗ ଅନନ୍ତ ଜ୍ୟୋତିର ପ୍ରତୀକ। ବ୍ରହ୍ମା ଓ ବିଷ୍ଣୁ ଏହି ଜ୍ୟୋତିର ଆଦି ଓ ଅନ୍ତ ଖୋଜି ପାଇ ନ ଥିଲେ ବୋଲି ପୁରାଣରେ ବର୍ଣ୍ଣନା ରହିଛି।: [304, 466, 403, 552]
- article1-shiva-image: [408, 493, 563, 739]
- page-bottom-rule: [23, 2516, 747, 2518]
- article3-shiva-image: [264, 1933, 386, 2205]
- paragraph: ରପ୍ତାନି ବୃଦ୍ଧି ପାଇଁ ସରକାର ଉପଯୁକ୍ତ ନୀତି ପ୍ରଣୟନ କରିବା ଆବଶ୍ୟକ। ଘରୋଇ ଉତ୍ପାଦନକୁ ପ୍ରୋତ୍ସାହନ ଦେଇ ଆମଦାନୀ ନିର୍ଭରଶୀଳତା କମାଇବାକୁ ପଡ଼ିବ। ସାଧାରଣ ଲୋକଙ୍କ ଉପରେ ଏହାର ପ୍ରଭାବ ପଡ଼ୁଛି।: [30, 1162, 188, 1232]
- signoff-line: ପ୍ରତିରକ୍ଷିକ ଓ ଅବସରପ୍ରାପ୍ତ ବିଭାଗୀୟ: [632, 1041, 731, 1066]
- paper-name: ଡୁମାଣୀ ଖବର: [29, 63, 100, 79]
- article1-column-4-side: [569, 493, 610, 739]
- paragraph: ଶିବଲିଙ୍ଗ ଅନନ୍ତ ଜ୍ୟୋତିର ପ୍ରତୀକ। ବ୍ରହ୍ମା ଓ ବିଷ୍ଣୁ ଏହି ଜ୍ୟୋତିର ଆଦି ଓ ଅନ୍ତ ଖୋଜି ପାଇ ନ ଥିଲେ ବୋଲି ପୁରାଣରେ ବର୍ଣ୍ଣନା ରହିଛି।: [408, 840, 507, 926]
- paragraph: ଶିବ ହେଉଛନ୍ତି ସୃଷ୍ଟି, ସ୍ଥିତି ଓ ପ୍ରଳୟର ଦେବତା। ସେ ଯୋଗୀଶ୍ୱର, ସେ ଆଶୁତୋଷ। ଅଳ୍ପ ଭକ୍ତିରେ ସେ ସନ୍ତୁଷ୍ଟ ହୁଅନ୍ତି ବୋଲି ଭକ୍ତମାନଙ୍କ ବିଶ୍ୱାସ।: [616, 573, 747, 643]
- paragraph: ଶିବ ପୂଜା ଦ୍ୱାରା ଗ୍ରହଦୋଷ ଦୂର ହୁଏ ଏବଂ ଜୀବନରେ ସୁଖ ଶାନ୍ତି ଆସେ। ଭକ୍ତି ସହ ଏହି ବିଧାନ ପାଳନ କଲେ ମଙ୍ଗଳ ହୁଏ ବୋଲି ଶାସ୍ତ୍ରରେ କୁହାଯାଇଛି।: [154, 2147, 258, 2233]
- paragraph: ଚତୁର୍ଦ୍ଦଶୀ ଅର୍ଥ ସୁସ୍ଥ ଦେହ ଓ କୌଶଳ ଶିବଙ୍କ ଏକ ନାମ। ପ୍ରତ୍ୟେକ ଗ୍ରହ ଭଗବାନଙ୍କ ଏକ ଏକ ରୂପ ବୋଲି ବର୍ଣ୍ଣନା କରାଯାଇଛି।: [392, 2208, 504, 2278]
- paragraph: ଶିବ ବିଶ୍ୱାସ, ଦୋଷରହିତ ହୋଇ ଶିବଙ୍କ ଶରଣାପନ୍ନ ହେଲେ ସବୁ ଦୁଃଖ ଦୂର ହୁଏ। ସେ ମହାନ।: [392, 2071, 504, 2111]
- article2-byline: ଡ଼ଃ.ଅରୁନ୍ଧତୀ ଦେବୀ: [434, 1594, 515, 1606]
- cmyk-dot-c: C: [13, 24, 18, 34]
- cmyk-registration-marks: [13, 24, 38, 34]
- paragraph: ଶିବଙ୍କୁ ଜାଣିବା ଅର୍ଥ ନିଜକୁ ଜାଣିବା। ଶିବଙ୍କ ଉପାସନା ଦ୍ୱାରା ମଣିଷ ସୁସ୍ଥ, ସୁନ୍ଦର ଜୀବନଯାପନ କରେ। ଶିବଙ୍କୁ ନବଗ୍ରହଙ୍କ ଏକ ପରମସତ୍ତା କହିଲେ ଅତ୍ୟୁକ୍ତି ହେବନାହିଁ।: [201, 1429, 364, 1484]
- paragraph: ଶିବ ପୂଜା ଦ୍ୱାରା ଗ୍ରହଦୋଷ ଦୂର ହୁଏ ଏବଂ ଜୀବନରେ ସୁଖ ଶାନ୍ତି ଆସେ। ଭକ୍ତି ସହ ଏହି ବିଧାନ ପାଳନ କଲେ ମଙ୍ଗଳ ହୁଏ ବୋଲି ଶାସ୍ତ୍ରରେ କୁହାଯାଇଛି।: [630, 2238, 747, 2308]
- paragraph: ଗୁରୁଙ୍କ ପାଇଁ ହଳଦୀ, ଶୁକ୍ରଙ୍କ ପାଇଁ ଦହି, ଶନିଙ୍କ ପାଇଁ ତିଳ ତେଲ, ରାହୁ ଓ କେତୁଙ୍କ ପାଇଁ କଳା ତିଳ ଓ କୁଶ ଅର୍ପଣ କରି ପୂଜା କରାଯାଏ।: [511, 2284, 624, 2354]
- paragraph: ଶିବଲିଙ୍ଗ ଅନନ୍ତ ଜ୍ୟୋତିର ପ୍ରତୀକ। ବ୍ରହ୍ମା ଓ ବିଷ୍ଣୁ ଏହି ଜ୍ୟୋତିର ଆଦି ଓ ଅନ୍ତ ଖୋଜି ପାଇ ନ ଥିଲେ ବୋଲି ପୁରାଣରେ ବର୍ଣ୍ଣନା ରହିଛି।: [201, 998, 299, 1083]
- signoff-line: ଦୂରଭାଷ : ୯୯୩୭୬୧୭୨୮୧୦: [636, 1812, 727, 1821]
- paragraph: ବିଦେଶୀ ପୁଞ୍ଜି ନିବେଶକମାନେ ବଜାରରୁ ଟଙ୍କା ଉଠାଇ ନେଉଥିବାରୁ ଟଙ୍କା ଉପରେ ଚାପ ବଢ଼ିଛି। ଅଶୋଧିତ ତୈଳର ଦର ବୃଦ୍ଧି ମଧ୍ୟ ଏଥିପାଇଁ ଦାୟୀ। ରିଜର୍ଭ ବ୍ୟାଙ୍କ ହସ୍ତକ୍ଷେପ କରୁଥିଲେ ମଧ୍ୟ ଆଶାନୁରୂପ ଫଳ ମିଳୁନାହିଁ।: [30, 388, 188, 458]
- author-portrait: [209, 296, 291, 551]
- paragraph: ଶିବରାତ୍ରିରେ ମହାଦୀପ ଉଠିବା ପରେ ଭକ୍ତମାନେ ଉପବାସ ଭାଙ୍ଗନ୍ତି। ବେଲପତ୍ର, ଧୂତୁରା ଫୁଲ, ଦୁଗ୍ଧ ଓ ଜଳରେ ଶିବଙ୍କ ଅଭିଷେକ କରାଯାଏ।: [512, 345, 610, 431]
- paragraph: ଶିବଙ୍କୁ ଜାଣିବା ଅର୍ଥ ନିଜକୁ ଜାଣିବା। ଶିବଙ୍କ ଉପାସନା ଦ୍ୱାରା ମଣିଷ ସୁସ୍ଥ, ସୁନ୍ଦର ଜୀବନଯାପନ କରେ। ଶିବଙ୍କୁ ନବଗ୍ରହଙ୍କ ଏକ ପରମସତ୍ତା କହିଲେ ଅତ୍ୟୁକ୍ତି ହେବନାହିଁ।: [529, 1629, 609, 1744]
- paragraph: ଶିବଙ୍କୁ ଜାଣିବା ଅର୍ଥ ନିଜକୁ ଜାଣିବା। ଶିବଙ୍କ ଉପାସନା ଦ୍ୱାରା ମଣିଷ ସୁସ୍ଥ, ସୁନ୍ଦର ଜୀବନଯାପନ କରେ। ଶିବଙ୍କୁ ନବଗ୍ରହଙ୍କ ଏକ ପରମସତ୍ତା କହିଲେ ଅତ୍ୟୁକ୍ତି ହେବନାହିଁ।: [369, 1264, 420, 1486]
- article1-byline-2: ଉମେଶ ଚନ୍ଦ୍ର ପାତ୍ର: [207, 583, 292, 595]
- paragraph: ମହାଶିବରାତ୍ରି ଶିବଭକ୍ତମାନଙ୍କ ପାଇଁ ସବୁଠାରୁ ପବିତ୍ର ରାତ୍ରି। ଶିବ ଧର୍ମ ମଣିଷକୁ ତ୍ୟାଗ, ସଂଯମ ଓ ପ୍ରେମର ଶିକ୍ଷା ଦିଏ।: [201, 1383, 364, 1423]
- paragraph: ଆମେରିକୀୟ ଡଲାର ତୁଳନାରେ ଭାରତୀୟ ଟଙ୍କାର ମୂଲ୍ୟ କ୍ରମାଗତ ଭାବେ ହ୍ରାସ ପାଉଛି। ଏହା ଦେଶର ଅର୍ଥନୀତି ପାଇଁ ଚିନ୍ତାର ବିଷୟ। ଆମଦାନୀ ଖର୍ଚ୍ଚ ବଢ଼ିବା ସହ ମୁଦ୍ରାସ୍ଫୀତି ମଧ୍ୟ ବୃଦ୍ଧି ପାଉଛି।: [30, 661, 188, 732]
- paragraph: ଶିବ ହେଉଛନ୍ତି ଅର୍ଦ୍ଧନାରୀଶ୍ୱର। ନାରୀ ଓ ପୁରୁଷର ସମାନତାର ବାର୍ତ୍ତା ଶିବ ଧର୍ମ ଦେଇଥାଏ। ଏହା ଅନୁଭବ କରିବାର ସମୟ।: [201, 1581, 364, 1621]
- paragraph: ଶିବ ଧର୍ମରେ ଜାତି, ବର୍ଣ୍ଣ, ଧନୀ, ଦରିଦ୍ରର ଭେଦଭାବ ନାହିଁ। ସମସ୍ତେ ସମାନ ଭାବରେ ଶିବଙ୍କୁ ପୂଜା କରିପାରନ୍ତି।: [425, 1644, 524, 1699]
- contact-info: [25, 1711, 193, 1772]
- paragraph: ମହାଶିବ ରାତ୍ରି ଅର୍ଥାତ୍ ଫାଲଗୁନ କୃଷ୍ଣ ଚତୁର୍ଦ୍ଦଶୀ ହେଉଛି ଶିବ ଜ୍ୟୋତିର୍ଲିଙ୍ଗ ପ୍ରକଟ ହେବାର ଶୁଭ ସମୟ। ଏହି ସମୟରେ ଶିବ ପୂଜା କଲେ ନବଗ୍ରହ ଶାନ୍ତି ମିଳେ।: [630, 1965, 747, 2035]
- email-address[interactable]: dumanikhabar2020@gmail.com: [33, 1759, 163, 1768]
- article1-column-5: [616, 252, 747, 1018]
- article1-closing: ଓଁ ନମଃ ଶିବାୟ।: [656, 1023, 707, 1033]
- paragraph: ଶିବଲିଙ୍ଗ ଅନନ୍ତ ଜ୍ୟୋତିର ପ୍ରତୀକ। ବ୍ରହ୍ମା ଓ ବିଷ୍ଣୁ ଏହି ଜ୍ୟୋତିର ଆଦି ଓ ଅନ୍ତ ଖୋଜି ପାଇ ନ ଥିଲେ ବୋଲି ପୁରାଣରେ ବର୍ଣ୍ଣନା ରହିଛି।: [408, 254, 507, 339]
- article3-byline-1: ଉତ୍କଳାନନ୍ଦ ଅଜୟ: [42, 2134, 129, 2149]
- reader-opinion-box: [23, 1511, 194, 1775]
- paragraph: ଚତୁର୍ଦ୍ଦଶୀ ଅର୍ଥ ସୁସ୍ଥ ଦେହ ଓ କୌଶଳ ଶିବଙ୍କ ଏକ ନାମ। ପ୍ରତ୍ୟେକ ଗ୍ରହ ଭଗବାନଙ୍କ ଏକ ଏକ ରୂପ ବୋଲି ବର୍ଣ୍ଣନା କରାଯାଇଛି।: [630, 2041, 747, 2111]
- paragraph: ସୂର୍ଯ୍ୟଙ୍କ ଶାନ୍ତି ପାଇଁ ଶିବଙ୍କୁ ଜଳ ଅର୍ପଣ, ଚନ୍ଦ୍ରଙ୍କ ପାଇଁ ଦୁଗ୍ଧ, ମଙ୍ଗଳଙ୍କ ପାଇଁ ମହୁ ଏବଂ ବୁଧଙ୍କ ପାଇଁ ବେଲପତ୍ର ଅର୍ପଣ କରାଯାଏ।: [392, 2284, 504, 2354]
- paragraph: ସ୍ୱାଧୀନତା ସମୟରେ ୧ଡଲାରର ମୂଲ୍ୟ ୧ଟଙ୍କା ସହ ସମାନ ଥିବାବେଳେ, ୨୦୧୩ ମସିହା ବେଳକୁ ଏକ ଡଲାର ତୁଳନାରେ ଟଙ୍କାର ମୂଲ୍ୟ ୬୦ଥିଲା। ଗତ ବର୍ଷକ ମଧ୍ୟରେ ଏହା ଆଉ ୩୦ ହ୍ରାସ ପାଇଛି। ଏହାକୁ ସରକାରଙ୍କ ବିଫଳତା ବୋଲି କୁହାଯାଇପାରେ। ତେବେ ସରକାର ଯଦି ବର୍ତ୍ତମାନଠାରୁ ଦୃଢ଼ ପଦକ୍ଷେପ ନ ନିଅନ୍ତି, ତେବେ ୧ ଡଲାର ୧୦୦ ଛୁଇଁବା ଆଉ ବେଶୀ ଦୂର ନୁହେଁ।: [30, 540, 188, 656]
- article2-signoff: [616, 1764, 747, 1824]
- paragraph: ଶିବ ଧର୍ମରେ ଜାତି, ବର୍ଣ୍ଣ, ଧନୀ, ଦରିଦ୍ରର ଭେଦଭାବ ନାହିଁ। ସମସ୍ତେ ସମାନ ଭାବରେ ଶିବଙ୍କୁ ପୂଜା କରିପାରନ୍ତି।: [201, 1778, 364, 1818]
- paragraph: ଆଧ୍ୟାତ୍ମିକ ଦୃଷ୍ଟିରୁ ଶିବରାତ୍ରି ଆତ୍ମସଂଯମ ଓ ଧ୍ୟାନର ପର୍ବ। ମନର ଅନ୍ଧକାର ଦୂର କରି ଜ୍ଞାନର ଆଲୋକ ଜାଳିବା ହିଁ ଏହାର ମୂଳ ଉଦ୍ଦେଶ୍ୟ।: [616, 831, 747, 886]
- paragraph: ଶିବରାତ୍ରିରେ ମହାଦୀପ ଉଠିବା ପରେ ଭକ୍ତମାନେ ଉପବାସ ଭାଙ୍ଗନ୍ତି। ବେଲପତ୍ର, ଧୂତୁରା ଫୁଲ, ଦୁଗ୍ଧ ଓ ଜଳରେ ଶିବଙ୍କ ଅଭିଷେକ କରାଯାଏ।: [616, 315, 747, 370]
- paragraph: ଶିବରାତ୍ରି ହିନ୍ଦୁମାନଙ୍କର ଏକ ପବିତ୍ର ପର୍ବ। ଫାଲ୍ଗୁନ କୃଷ୍ଣ ଚତୁର୍ଦ୍ଦଶୀ ତିଥିରେ ଏହି ପର୍ବ ପାଳନ କରାଯାଏ। ଭକ୍ତମାନେ ଦିନସାରା ଉପବାସ ରହି ରାତିସାରା ଜାଗର ଜାଳି ଶିବଙ୍କ ଆରାଧନା କରନ୍ତି।: [512, 825, 610, 926]
- phone-label: Ph. No.: [33, 1728, 68, 1740]
- author-portrait: [33, 1848, 138, 2119]
- paragraph: ଶିବରାତ୍ରିରେ ମହାଦୀପ ଉଠିବା ପରେ ଭକ୍ତମାନେ ଉପବାସ ଭାଙ୍ଗନ୍ତି। ବେଲପତ୍ର, ଧୂତୁରା ଫୁଲ, ଦୁଗ୍ଧ ଓ ଜଳରେ ଶିବଙ୍କ ଅଭିଷେକ କରାଯାଏ।: [616, 770, 747, 825]
- issue-date: ଫେବୃଆରି ୧୫, ରବିବାର ୨୦୨୬: [292, 52, 462, 98]
- cmyk-dot-k: K: [32, 24, 38, 34]
- paragraph: ଶିବରାତ୍ରି ହିନ୍ଦୁମାନଙ୍କର ଏକ ପବିତ୍ର ପର୍ବ। ଫାଲ୍ଗୁନ କୃଷ୍ଣ ଚତୁର୍ଦ୍ଦଶୀ ତିଥିରେ ଏହି ପର୍ବ ପାଳନ କରାଯାଏ। ଭକ୍ତମାନେ ଦିନସାରା ଉପବାସ ରହି ରାତିସାରା ଜାଗର ଜାଳି ଶିବଙ୍କ ଆରାଧନା କରନ୍ତି।: [201, 800, 299, 901]
- paragraph: ଗୁରୁଙ୍କ ପାଇଁ ହଳଦୀ, ଶୁକ୍ରଙ୍କ ପାଇଁ ଦହି, ଶନିଙ୍କ ପାଇଁ ତିଳ ତେଲ, ରାହୁ ଓ କେତୁଙ୍କ ପାଇଁ କଳା ତିଳ ଓ କୁଶ ଅର୍ପଣ କରି ପୂଜା କରାଯାଏ।: [154, 2071, 258, 2141]
- paragraph: ବିଦେଶୀ ପୁଞ୍ଜି ନିବେଶକମାନେ ବଜାରରୁ ଟଙ୍କା ଉଠାଇ ନେଉଥିବାରୁ ଟଙ୍କା ଉପରେ ଚାପ ବଢ଼ିଛି। ଅଶୋଧିତ ତୈଳର ଦର ବୃଦ୍ଧି ମଧ୍ୟ ଏଥିପାଇଁ ଦାୟୀ। ରିଜର୍ଭ ବ୍ୟାଙ୍କ ହସ୍ତକ୍ଷେପ କରୁଥିଲେ ମଧ୍ୟ ଆଶାନୁରୂପ ଫଳ ମିଳୁନାହିଁ।: [30, 1086, 188, 1157]
- paragraph: ସେମାନଙ୍କର ସୁଖ, ଶାନ୍ତି ଓ ମଙ୍ଗଳ କାମନା କରିବା। ଅସତ୍ୟ ଉପରେ ସତ୍ୟର ବିଜୟ ଏବଂ ଅଜ୍ଞାନ ଉପରେ ଜ୍ଞାନର ବିଜୟ ଏହି ପର୍ବ ସୂଚାଏ।: [304, 831, 403, 901]
- paragraph: ଚତୁର୍ଦ୍ଦଶୀ ଅର୍ଥ ସୁସ୍ଥ ଦେହ ଓ କୌଶଳ ଶିବଙ୍କ ଏକ ନାମ। ପ୍ରତ୍ୟେକ ଗ୍ରହ ଭଗବାନଙ୍କ ଏକ ଏକ ରୂପ ବୋଲି ବର୍ଣ୍ଣନା କରାଯାଇଛି।: [154, 2390, 258, 2460]
- paragraph: ଶିବଙ୍କୁ ଭକ୍ତିଭାବରେ ସମ୍ପୂର୍ଣ୍ଣ ସମର୍ପଣ କରିଦେଲେ ଜୀବନର ସମସ୍ତ ଦୁଃଖ ଦୂର ହୁଏ। ଶିବଙ୍କ ପୂଜାରେ ଆଡ଼ମ୍ବରର ଆବଶ୍ୟକତା ନାହିଁ।: [201, 1490, 364, 1530]
- paragraph: ସୂର୍ଯ୍ୟଙ୍କ ଶାନ୍ତି ପାଇଁ ଶିବଙ୍କୁ ଜଳ ଅର୍ପଣ, ଚନ୍ଦ୍ରଙ୍କ ପାଇଁ ଦୁଗ୍ଧ, ମଙ୍ଗଳଙ୍କ ପାଇଁ ମହୁ ଏବଂ ବୁଧଙ୍କ ପାଇଁ ବେଲପତ୍ର ଅର୍ପଣ କରାଯାଏ।: [630, 2117, 747, 2172]
- mob-label: Mob/ whatsapp :: [33, 1713, 109, 1725]
- paragraph: ଶିବଙ୍କୁ ଜାଣିବା ଅର୍ଥ ନିଜକୁ ଜାଣିବା। ଶିବଙ୍କ ଉପାସନା ଦ୍ୱାରା ମଣିଷ ସୁସ୍ଥ, ସୁନ୍ଦର ଜୀବନଯାପନ କରେ। ଶିବଙ୍କୁ ନବଗ୍ରହଙ୍କ ଏକ ପରମସତ୍ତା କହିଲେ ଅତ୍ୟୁକ୍ତି ହେବନାହିଁ।: [201, 1186, 364, 1241]
- article2-column-3: [425, 1641, 524, 1821]
- paragraph: ଶିବ ଧର୍ମରେ ଜାତି, ବର୍ଣ୍ଣ, ଧନୀ, ଦରିଦ୍ରର ଭେଦଭାବ ନାହିଁ। ସମସ୍ତେ ସମାନ ଭାବରେ ଶିବଙ୍କୁ ପୂଜା କରିପାରନ୍ତି।: [201, 1292, 364, 1332]
- paragraph: ଗୁରୁଙ୍କ ପାଇଁ ହଳଦୀ, ଶୁକ୍ରଙ୍କ ପାଇଁ ଦହି, ଶନିଙ୍କ ପାଇଁ ତିଳ ତେଲ, ରାହୁ ଓ କେତୁଙ୍କ ପାଇଁ କଳା ତିଳ ଓ କୁଶ ଅର୍ପଣ କରି ପୂଜା କରାଯାଏ।: [264, 2276, 386, 2331]
- paragraph: ସମୁଦ୍ର ମନ୍ଥନ ସମୟରେ ବାହାରିଥିବା ହଳାହଳ ବିଷକୁ ଶିବ ପାନ କରି ନୀଳକଣ୍ଠ ହୋଇଥିଲେ। ଜଗତର କଲ୍ୟାଣ ପାଇଁ ସେ ଏହି ତ୍ୟାଗ କରିଥିଲେ।: [408, 345, 507, 431]
- paragraph: ଗୁରୁଙ୍କ ପାଇଁ ହଳଦୀ, ଶୁକ୍ରଙ୍କ ପାଇଁ ଦହି, ଶନିଙ୍କ ପାଇଁ ତିଳ ତେଲ, ରାହୁ ଓ କେତୁଙ୍କ ପାଇଁ କଳା ତିଳ ଓ କୁଶ ଅର୍ପଣ କରି ପୂଜା କରାଯାଏ।: [23, 2404, 148, 2459]
- signoff-line: ଅଶୋଭନୀୟତା ନିରୋଧ ଆନ୍ଦୋଳନ, କଟକ,: [626, 1781, 737, 1806]
- paragraph: ସୂର୍ଯ୍ୟଙ୍କ ଶାନ୍ତି ପାଇଁ ଶିବଙ୍କୁ ଜଳ ଅର୍ପଣ, ଚନ୍ଦ୍ରଙ୍କ ପାଇଁ ଦୁଗ୍ଧ, ମଙ୍ଗଳଙ୍କ ପାଇଁ ମହୁ ଏବଂ ବୁଧଙ୍କ ପାଇଁ ବେଲପତ୍ର ଅର୍ପଣ କରାଯାଏ।: [264, 2215, 386, 2270]
- paragraph: ସେମାନଙ୍କର ସୁଖ, ଶାନ୍ତି ଓ ମଙ୍ଗଳ କାମନା କରିବା। ଅସତ୍ୟ ଉପରେ ସତ୍ୟର ବିଜୟ ଏବଂ ଅଜ୍ଞାନ ଉପରେ ଜ୍ଞାନର ବିଜୟ ଏହି ପର୍ବ ସୂଚାଏ।: [512, 749, 610, 820]
- paragraph: ଶିବ ଧର୍ମରେ ଜାତି, ବର୍ଣ୍ଣ, ଧନୀ, ଦରିଦ୍ରର ଭେଦଭାବ ନାହିଁ। ସମସ୍ତେ ସମାନ ଭାବରେ ଶିବଙ୍କୁ ପୂଜା କରିପାରନ୍ତି।: [369, 1689, 420, 1805]
- paragraph: ମହାଶିବ ରାତ୍ରି ଅର୍ଥାତ୍ ଫାଲଗୁନ କୃଷ୍ଣ ଚତୁର୍ଦ୍ଦଶୀ ହେଉଛି ଶିବ ଜ୍ୟୋତିର୍ଲିଙ୍ଗ ପ୍ରକଟ ହେବାର ଶୁଭ ସମୟ। ଏହି ସମୟରେ ଶିବ ପୂଜା କଲେ ନବଗ୍ରହ ଶାନ୍ତି ମିଳେ।: [630, 2360, 747, 2430]
- title-dash-left: [27, 225, 53, 230]
- paragraph: ସୂର୍ଯ୍ୟଙ୍କ ଶାନ୍ତି ପାଇଁ ଶିବଙ୍କୁ ଜଳ ଅର୍ପଣ, ଚନ୍ଦ୍ରଙ୍କ ପାଇଁ ଦୁଗ୍ଧ, ମଙ୍ଗଳଙ୍କ ପାଇଁ ମହୁ ଏବଂ ବୁଧଙ୍କ ପାଇଁ ବେଲପତ୍ର ଅର୍ପଣ କରାଯାଏ।: [23, 2344, 148, 2399]
- paragraph: ଶିବରାତ୍ରିରେ ମହାଦୀପ ଉଠିବା ପରେ ଭକ୍ତମାନେ ଉପବାସ ଭାଙ୍ଗନ୍ତି। ବେଲପତ୍ର, ଧୂତୁରା ଫୁଲ, ଦୁଗ୍ଧ ଓ ଜଳରେ ଶିବଙ୍କ ଅଭିଷେକ କରାଯାଏ।: [304, 649, 403, 734]
- article1-author-photo: [201, 288, 299, 623]
- signoff-line: କଟକ, ମୋ : ୯୩୩୮୦୦୮୩୭: [633, 1117, 730, 1126]
- paragraph: ଶିବ ଧର୍ମରେ ଜାତି, ବର୍ଣ୍ଣ, ଧନୀ, ଦରିଦ୍ରର ଭେଦଭାବ ନାହିଁ। ସମସ୍ତେ ସମାନ ଭାବରେ ଶିବଙ୍କୁ ପୂଜା କରିପାରନ୍ତି।: [529, 1371, 609, 1441]
- article3-column-4: [392, 1917, 504, 2508]
- article3-signoff: [630, 2462, 747, 2492]
